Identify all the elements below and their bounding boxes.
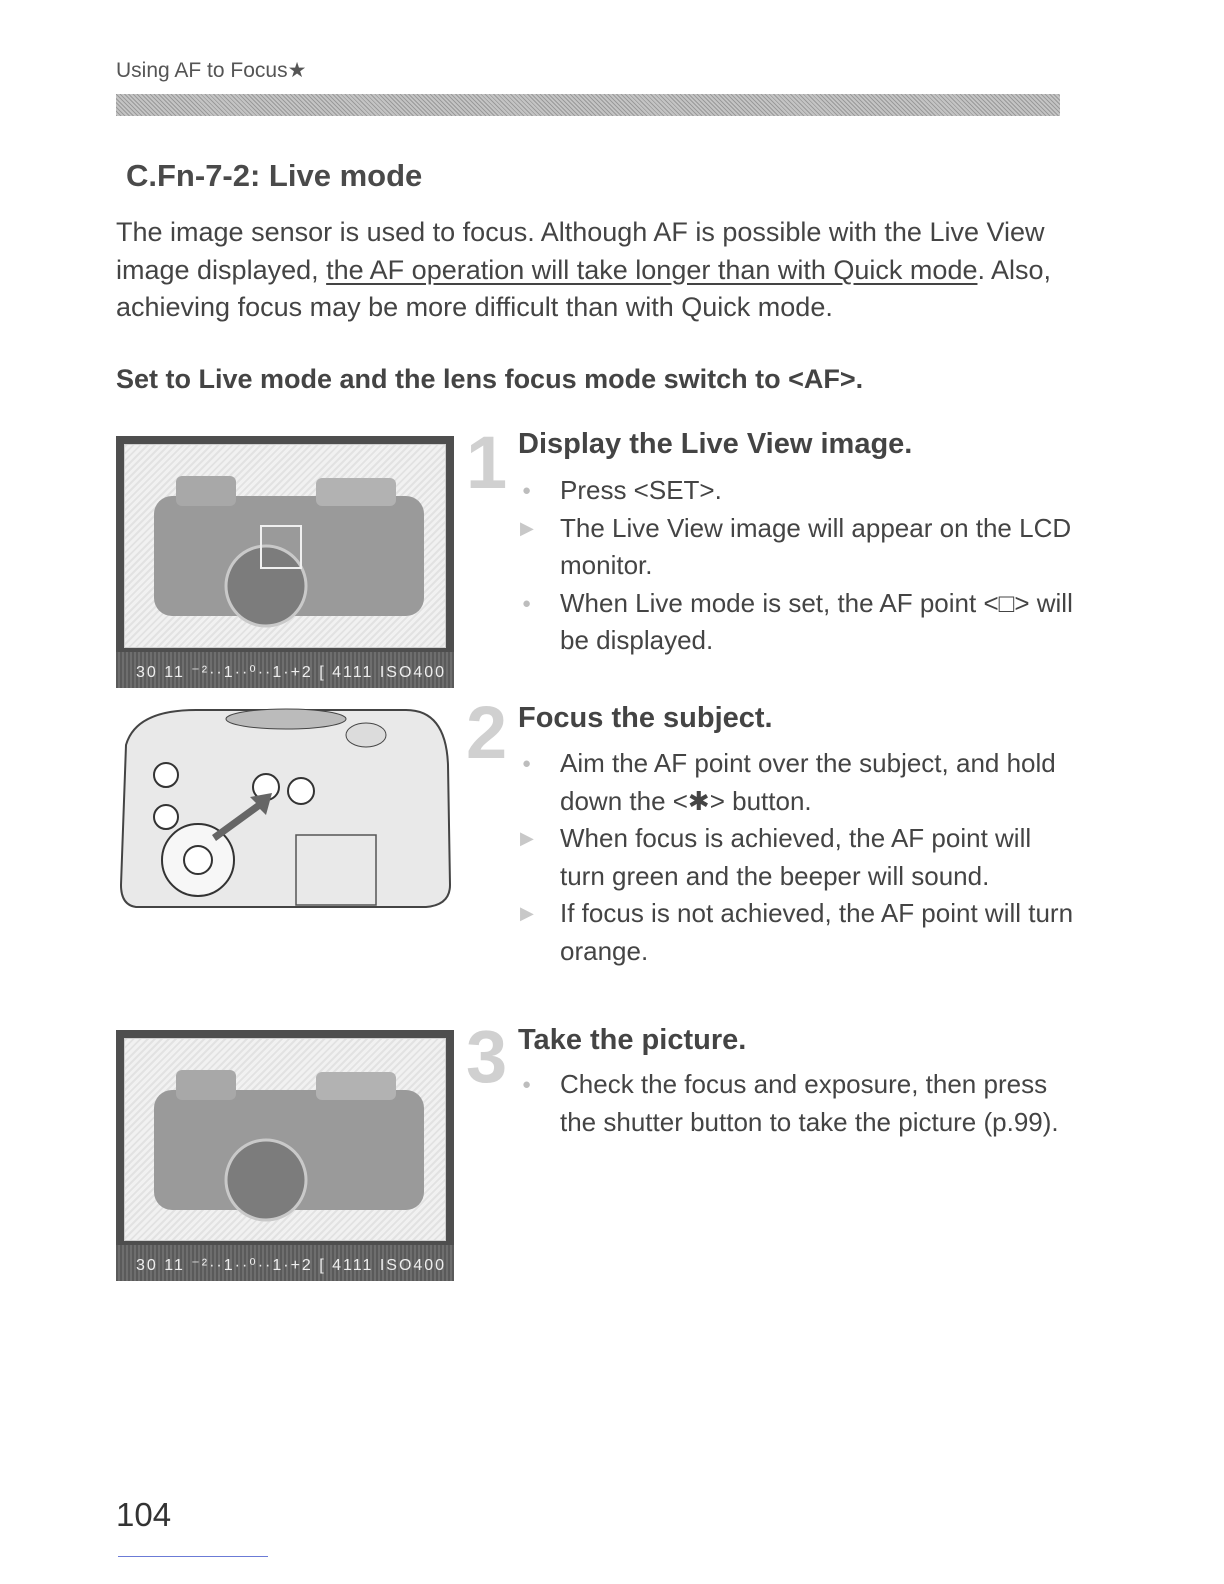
camera-subject-illustration — [116, 436, 454, 688]
step-2-title: Focus the subject. — [518, 702, 773, 734]
intro-underlined: the AF operation will take longer than with Quick mode — [326, 254, 978, 285]
camera-back-illustration — [116, 705, 454, 910]
running-header: Using AF to Focus★ — [116, 59, 307, 82]
lcd-status-text: 30 11 ⁻²··1··⁰··1·+2 [ 4111 ISO400 — [136, 664, 447, 681]
step-2-number: 2 — [466, 691, 508, 774]
intro-text-2: . Also, achieving focus may be more difficult than with Quick mode. — [116, 254, 1052, 322]
liveview-screenshot-2 — [116, 1030, 454, 1281]
lcd-status-bar — [116, 652, 454, 688]
intro-paragraph — [116, 214, 1066, 327]
bullet: ▶ When focus is achieved, the AF point will turn green and the beeper will sound. — [520, 820, 1080, 895]
step-2-bullets — [520, 745, 1080, 970]
header-bar — [116, 94, 1060, 116]
page-number: 104 — [116, 1496, 172, 1533]
step-1-bullets — [520, 472, 1080, 660]
instruction-line: Set to Live mode and the lens focus mode switch to <AF>. — [116, 364, 864, 394]
bullet: ● When Live mode is set, the AF point <□> will be displayed. — [520, 585, 1080, 660]
bullet: ▶ If focus is not achieved, the AF point will turn orange. — [520, 895, 1080, 970]
footer-rule — [118, 1556, 268, 1557]
step-3-title: Take the picture. — [518, 1024, 747, 1056]
camera-subject-illustration — [116, 1030, 454, 1281]
lcd-status-text: 30 11 ⁻²··1··⁰··1·+2 [ 4111 ISO400 — [136, 1257, 447, 1274]
step-3-bullets — [520, 1066, 1080, 1141]
intro-text-1: The image sensor is used to focus. Although AF is possible with the Live View image displayed, — [116, 217, 1045, 285]
step-1-number: 1 — [466, 421, 508, 504]
bullet: ● Press <SET>. — [520, 472, 1080, 510]
step-3-number: 3 — [466, 1015, 508, 1098]
step-1-title: Display the Live View image. — [518, 428, 913, 460]
bullet: ▶ The Live View image will appear on the LCD monitor. — [520, 510, 1080, 585]
bullet: ● Aim the AF point over the subject, and hold down the <✱> button. — [520, 745, 1080, 820]
bullet: ● Check the focus and exposure, then press the shutter button to take the picture (p.99). — [520, 1066, 1080, 1141]
lcd-status-bar — [116, 1245, 454, 1281]
section-title: C.Fn-7-2: Live mode — [126, 158, 423, 193]
liveview-screenshot-1 — [116, 436, 454, 688]
